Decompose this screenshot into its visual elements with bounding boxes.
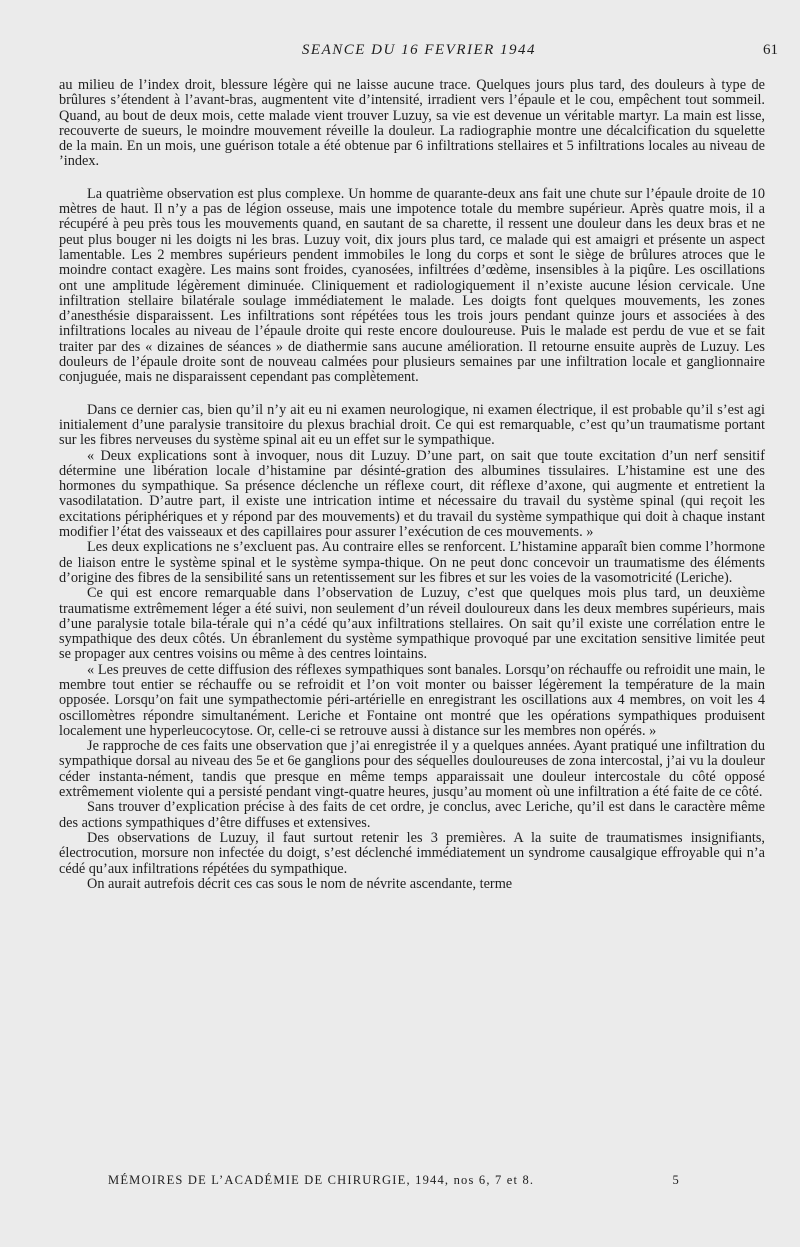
paragraph: « Deux explications sont à invoquer, nous dit Luzuy. D’une part, on sait que toute excitation d’un nerf sensitif détermine une libération locale d’histamine par désinté-gration des albumines tissulaires. L’histamine est une des hormones du sympathique. Sa présence déclenche un réflexe court, dit réflexe d’axone, qui augmente et entretient la vasodilatation. D’autre part, il existe une intrication intime et nécessaire du travail du système spinal (qui reçoit les excitations périphériques et y répond par des mouvements) et du travail du système sympathique qui doit à chaque instant modifier l’état des vaisseaux et des capillaires pour assurer l’exécution de ces mouvements. » bbox=[59, 447, 765, 541]
page-footer bbox=[108, 1173, 680, 1191]
paragraph: Des observations de Luzuy, il faut surtout retenir les 3 premières. A la suite de traumatismes insignifiants, électrocution, morsure non infectée du doigt, s’est déclenché immédiatement un syndrome causalgique effroyable qui n’a cédé qu’aux infiltrations répétées du sympathique. bbox=[59, 829, 765, 877]
paragraph: « Les preuves de cette diffusion des réflexes sympathiques sont banales. Lorsqu’on réchauffe ou refroidit une main, le membre tout entier se réchauffe ou se refroidit et l’on voit monter ou baisser légèrement la température de la main opposée. Lorsqu’on fait une sympathectomie péri-artérielle en enregistrant les oscillations aux 4 membres, on voit les 4 oscillomètres répondre simultanément. Leriche et Fontaine ont montré que les opérations sympathiques produisent localement une hyperleucocytose. Or, celle-ci se retrouve aussi à distance sur les membres non opérés. » bbox=[59, 661, 765, 739]
journal-citation: MÉMOIRES DE L’ACADÉMIE DE CHIRURGIE, 1944, nos 6, 7 et 8. bbox=[108, 1173, 535, 1187]
running-head bbox=[60, 42, 778, 62]
paragraph: La quatrième observation est plus complexe. Un homme de quarante-deux ans fait une chute sur l’épaule droite de 10 mètres de haut. Il n’y a pas de légion osseuse, mais une impotence totale du membre supérieur. Après quatre mois, il a récupéré à peu près tous les mouvements quand, en sautant de sa charette, il ressent une douleur dans les deux bras et ne peut plus bouger ni les doigts ni les bras. Luzuy voit, dix jours plus tard, ce malade qui est amaigri et présente un aspect lamentable. Les 2 membres supérieurs pendent immobiles le long du corps et sont le siège de brûlures atroces que le moindre contact exagère. Les mains sont froides, cyanosées, infiltrées d’œdème, insensibles à la piqûre. Les oscillations ont une amplitude légèrement diminuée. Cliniquement et radiologiquement il n’existe aucune lésion cervicale. Une infiltration stellaire bilatérale soulage immédiatement le malade. Les doigts font quelques mouvements, les zones d’anesthésie disparaissent. Les infiltrations sont répétées tous les trois jours pendant quinze jours et associées à des infiltrations locales au niveau de l’épaule droite qui reste encore douloureuse. Puis le malade est perdu de vue et se fait traiter par des « dizaines de séances » de diathermie sans aucune amélioration. Il retourne ensuite auprès de Luzuy. Les douleurs de l’épaule droite sont de nouveau calmées pour plusieurs semaines par une infiltration locale et ganglionnaire conjuguée, mais ne disparaissent cependant pas complètement. bbox=[59, 185, 765, 386]
paragraph: Sans trouver d’explication précise à des faits de cet ordre, je conclus, avec Leriche, qu’il est dans le caractère même des actions sympathiques d’être diffuses et extensives. bbox=[59, 799, 765, 831]
paragraph: Les deux explications ne s’excluent pas. Au contraire elles se renforcent. L’histamine apparaît bien comme l’hormone de liaison entre le système spinal et le système sympa-thique. On ne peut donc concevoir un traumatisme des éléments d’origine des fibres de la sensibilité sans un retentissement sur les fibres et sur les voies de la vasomotricité (Leriche). bbox=[59, 539, 765, 586]
page-number: 61 bbox=[763, 42, 778, 58]
paragraph: Dans ce dernier cas, bien qu’il n’y ait eu ni examen neurologique, ni examen électrique, il est probable qu’il s’est agi initialement d’une paralysie transitoire du plexus brachial droit. Ce qui est remarquable, c’est qu’un traumatisme portant sur les fibres nerveuses du système spinal ait eu un effet sur le sympathique. bbox=[59, 401, 765, 449]
paragraph: Je rapproche de ces faits une observation que j’ai enregistrée il y a quelques années. Ayant pratiqué une infiltration du sympathique dorsal au niveau des 5e et 6e ganglions pour des séquelles douloureuses de zona intercostal, j’ai vu la douleur céder instanta-nément, tandis que presque en même temps apparaissait une douleur intercostale du côté opposé extrêmement violente qui a persisté pendant vingt-quatre heures, jusqu’au moment où une infiltration a été faite de ce côté. bbox=[59, 738, 765, 801]
body-text bbox=[59, 78, 765, 892]
paragraph: On aurait autrefois décrit ces cas sous le nom de névrite ascendante, terme bbox=[87, 875, 513, 892]
paragraph: au milieu de l’index droit, blessure légère qui ne laisse aucune trace. Quelques jours plus tard, des douleurs à type de brûlures s’étendent à l’avant-bras, augmentent vite d’intensité, irradient vers l’épaule et le cou, empêchent tout sommeil. Quand, au bout de deux mois, cette malade vient trouver Luzuy, sa vie est devenue un véritable martyr. La main est lisse, recouverte de sueurs, le moindre mouvement réveille la douleur. La radiographie montre une décalcification du squelette de la main. En un mois, une guérison totale a été obtenue par 6 infiltrations stellaires et 5 infiltrations locales au niveau de ’index. bbox=[59, 77, 765, 170]
signature-mark: 5 bbox=[672, 1173, 680, 1187]
paragraph: Ce qui est encore remarquable dans l’observation de Luzuy, c’est que quelques mois plus tard, un deuxième traumatisme extrêmement léger a été suivi, non seulement d’un réveil douloureux dans les deux membres supérieurs, mais d’une paralysie totale bila-térale qui n’a cédé qu’aux infiltrations stellaires. On sait qu’il existe une corrélation entre le sympathique des deux côtés. Un ébranlement du système sympathique provoqué par une excitation sensitive limitée peut se propager aux centres voisins ou même à des centres lointains. bbox=[59, 585, 765, 663]
running-title: SEANCE DU 16 FEVRIER 1944 bbox=[301, 42, 537, 58]
